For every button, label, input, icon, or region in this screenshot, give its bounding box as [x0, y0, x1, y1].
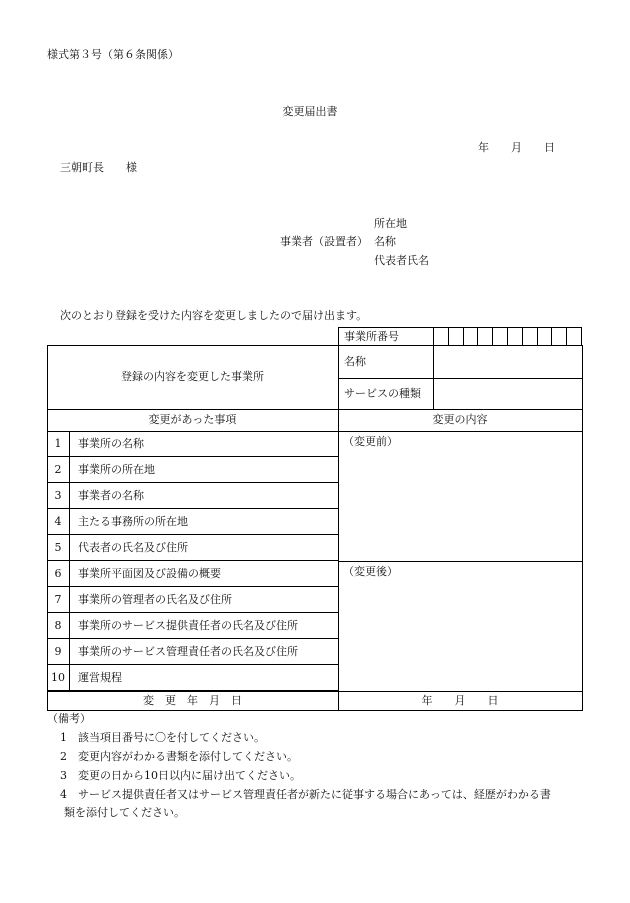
service-type-label: サービスの種類: [344, 386, 421, 400]
office-number-digit-box: [523, 328, 538, 346]
page-title: 変更届出書: [282, 105, 338, 118]
office-number-row: [338, 327, 582, 346]
note-text: サービス提供責任者又はサービス管理責任者が新たに従事する場合にあっては、経歴がわかる書: [78, 788, 551, 801]
applicant-role: 事業者（設置者）: [280, 235, 368, 248]
item-number: 5: [47, 535, 70, 560]
list-item: [47, 535, 338, 561]
office-number-digit-box: [508, 328, 523, 346]
office-number-digit-box: [493, 328, 508, 346]
change-date-label: 変 更 年 月 日: [143, 693, 242, 707]
applicant-address-label: 所在地: [374, 217, 407, 230]
office-number-digit-box: [567, 328, 581, 346]
item-label: 事業所のサービス管理責任者の氏名及び住所: [78, 644, 298, 658]
item-label: 事業所平面図及び設備の概要: [78, 566, 221, 580]
note-text: 変更内容がわかる書類を添付してください。: [78, 750, 298, 763]
item-number: 6: [47, 561, 70, 586]
item-label: 事業所の管理者の氏名及び住所: [78, 592, 232, 606]
list-item: [47, 665, 338, 691]
item-label: 事業者の名称: [78, 488, 144, 502]
office-number-digit-box: [449, 328, 464, 346]
item-number: 10: [47, 665, 70, 690]
applicant-name-label: 名称: [374, 235, 396, 248]
item-number: 2: [47, 457, 70, 482]
note-text: 変更の日から10日以内に届け出てください。: [78, 769, 301, 782]
applicant-representative-label: 代表者氏名: [374, 254, 429, 267]
item-label: 事業所の所在地: [78, 462, 155, 476]
list-item: [47, 509, 338, 535]
list-item: [47, 483, 338, 509]
item-number: 1: [47, 431, 70, 456]
item-label: 主たる事務所の所在地: [78, 514, 188, 528]
office-number-digit-box: [464, 328, 479, 346]
item-label: 運営規程: [78, 670, 122, 684]
addressee: 三朝町長 様: [60, 161, 137, 174]
notes-heading: （備考）: [47, 712, 91, 725]
list-item: [47, 457, 338, 483]
office-label: 登録の内容を変更した事業所: [121, 370, 264, 383]
office-number-digit-box: [538, 328, 553, 346]
office-number-label: 事業所番号: [339, 328, 434, 346]
changed-items-header: 変更があった事項: [148, 413, 237, 426]
note-text-continued: 類を添付してください。: [64, 806, 185, 819]
item-number: 8: [47, 613, 70, 638]
list-item: [47, 431, 338, 457]
item-label: 代表者の氏名及び住所: [78, 540, 188, 554]
office-number-digit-box: [434, 328, 449, 346]
office-number-digit-box: [478, 328, 493, 346]
table-rule: [433, 345, 434, 409]
list-item: [47, 587, 338, 613]
submission-date: 年 月 日: [478, 141, 555, 154]
note-number: 3: [60, 769, 67, 782]
note-number: 4: [60, 788, 67, 801]
item-label: 事業所の名称: [78, 436, 144, 450]
form-number: 様式第３号（第６条関係）: [47, 48, 179, 61]
note-number: 2: [60, 750, 67, 763]
item-number: 4: [47, 509, 70, 534]
office-name-label: 名称: [344, 354, 366, 368]
after-change-label: （変更後）: [343, 565, 398, 578]
note-number: 1: [60, 731, 67, 744]
office-number-digit-box: [552, 328, 567, 346]
list-item: [47, 613, 338, 639]
table-rule: [338, 345, 339, 710]
statement: 次のとおり登録を受けた内容を変更しましたので届け出ます。: [60, 309, 368, 322]
list-item: [47, 561, 338, 587]
note-text: 該当項目番号に〇を付してください。: [78, 731, 265, 744]
before-change-label: （変更前）: [343, 435, 398, 448]
list-item: [47, 639, 338, 665]
change-date-value: 年 月 日: [421, 693, 499, 707]
item-number: 3: [47, 483, 70, 508]
change-content-header: 変更の内容: [432, 413, 488, 426]
item-label: 事業所のサービス提供責任者の氏名及び住所: [78, 618, 298, 632]
table-rule: [338, 561, 582, 562]
item-number: 7: [47, 587, 70, 612]
item-number: 9: [47, 639, 70, 664]
